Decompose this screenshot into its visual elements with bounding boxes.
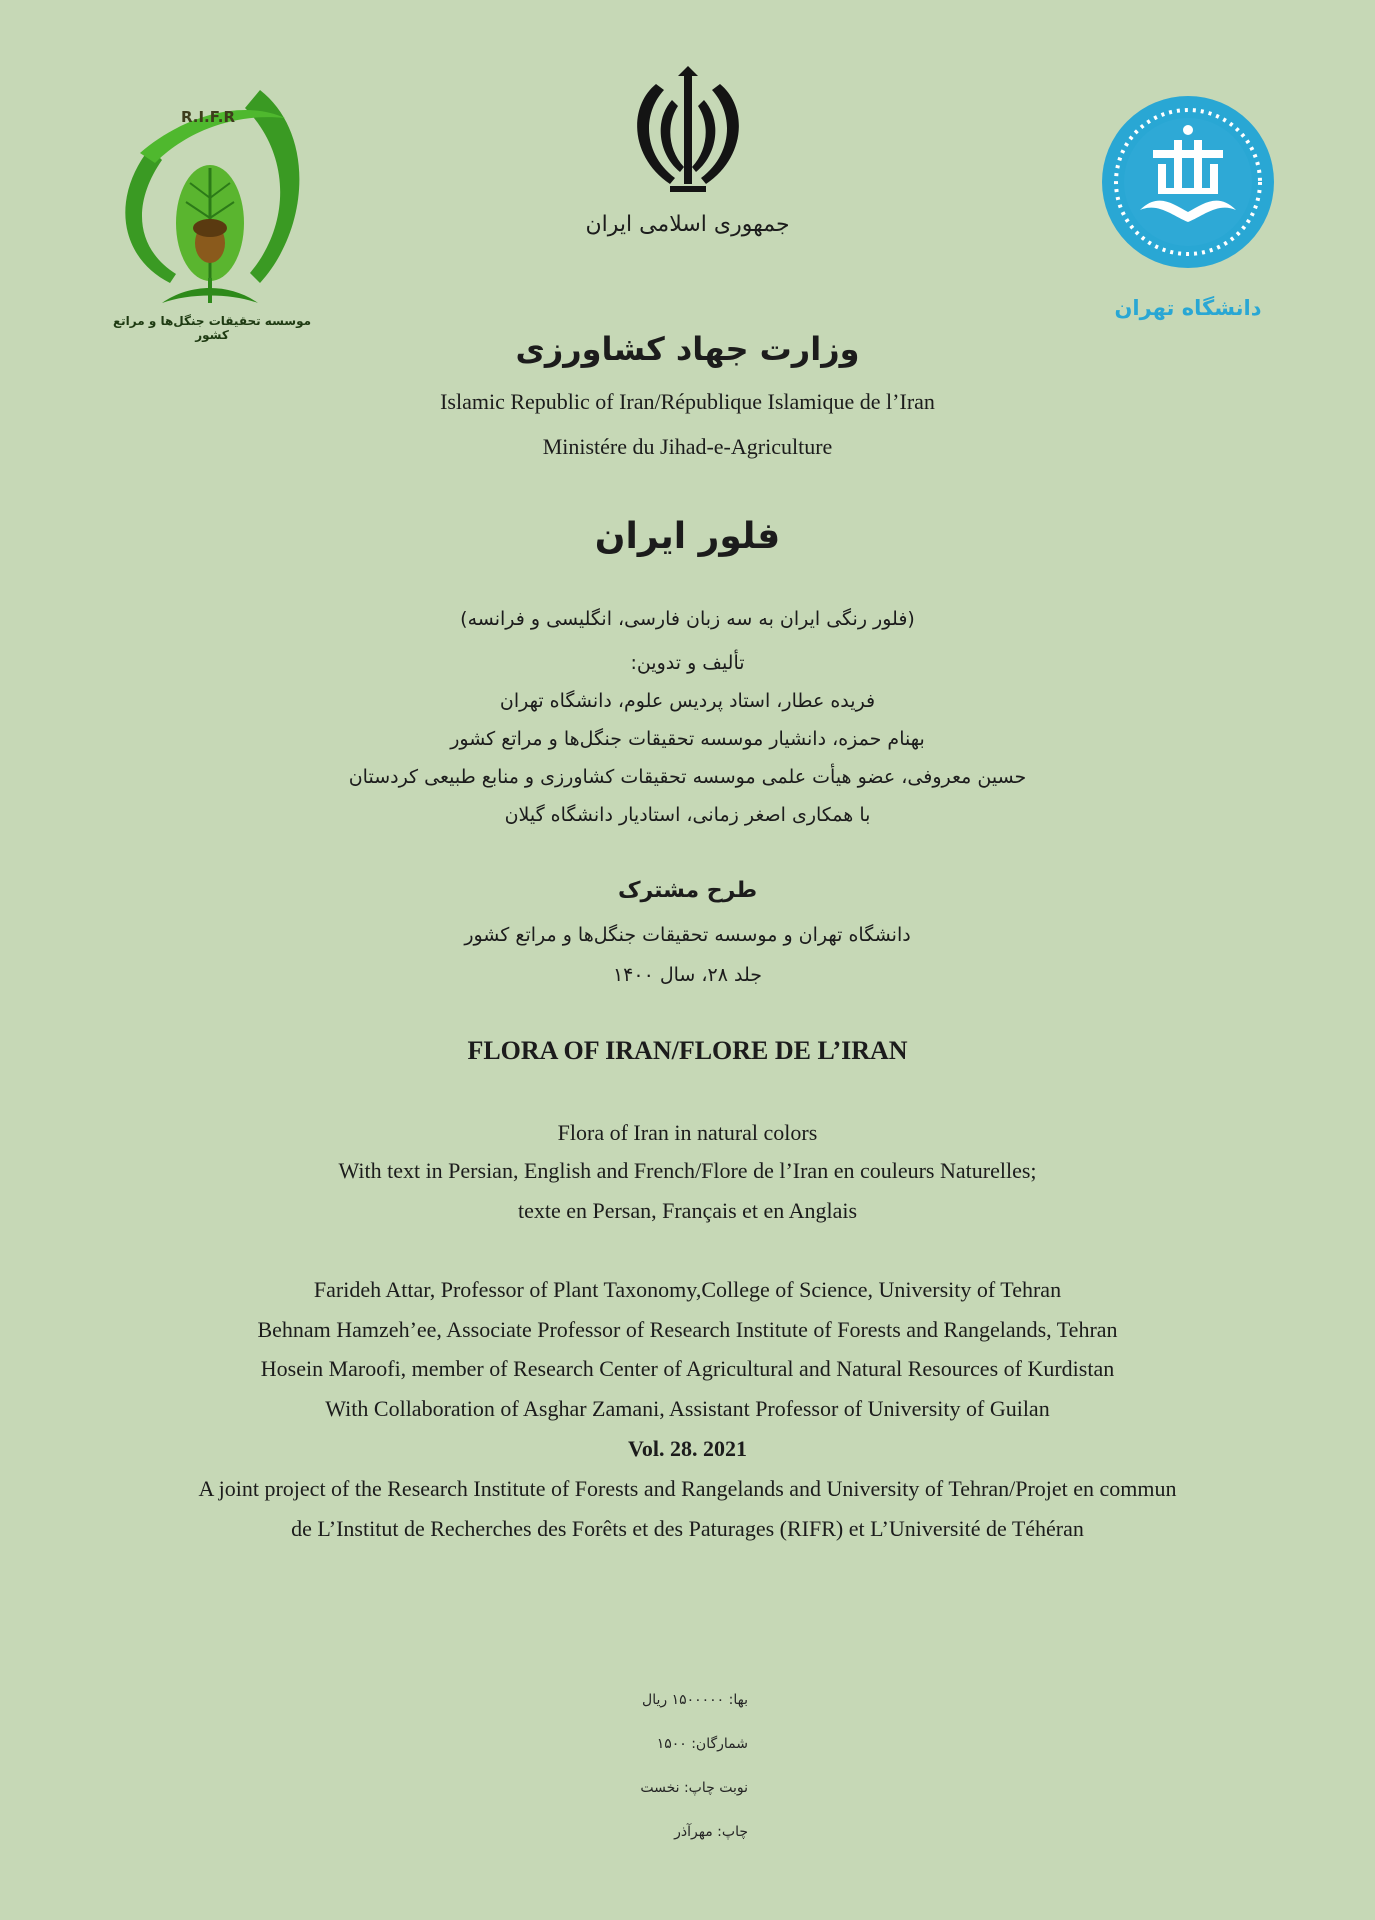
iran-emblem-icon — [618, 62, 758, 202]
ministry-title-fa: وزارت جهاد کشاورزی — [515, 330, 860, 368]
volume-fa: جلد ۲۸، سال ۱۴۰۰ — [612, 964, 763, 986]
print-run: شمارگان: ۱۵۰۰ — [656, 1736, 748, 1752]
author-fa-2: بهنام حمزه، دانشیار موسسه تحقیقات جنگل‌ها و مراتع کشور — [450, 728, 925, 750]
book-subtitle-fa: (فلور رنگی ایران به سه زبان فارسی، انگلیسی و فرانسه) — [460, 608, 915, 630]
ministry-fr: Ministére du Jihad-e-Agriculture — [542, 434, 833, 459]
author-fa-1: فریده عطار، استاد پردیس علوم، دانشگاه تهران — [499, 690, 876, 712]
edition: نوبت چاپ: نخست — [640, 1780, 748, 1796]
author-en-2: Behnam Hamzeh’ee, Associate Professor of Research Institute of Forests and Rangelands, Tehran — [257, 1317, 1118, 1342]
university-of-tehran-logo — [1098, 92, 1278, 272]
price: بها: ۱۵۰۰۰۰۰ ریال — [642, 1692, 748, 1708]
desc-en-3: texte en Persan, Français et en Anglais — [517, 1198, 858, 1223]
author-en-3: Hosein Maroofi, member of Research Center of Agricultural and Natural Resources of Kurdistan — [260, 1356, 1115, 1381]
joint-fa: دانشگاه تهران و موسسه تحقیقات جنگل‌ها و مراتع کشور — [464, 924, 911, 946]
author-fa-4: با همکاری اصغر زمانی، استادیار دانشگاه گیلان — [504, 804, 871, 826]
joint-heading-fa: طرح مشترک — [617, 878, 758, 903]
republic-fa: جمهوری اسلامی ایران — [585, 212, 790, 237]
rifr-caption: موسسه تحقیقات جنگل‌ها و مراتع کشور — [112, 314, 312, 342]
book-title-fa: فلور ایران — [594, 516, 781, 557]
authors-heading-fa: تألیف و تدوین: — [630, 652, 745, 674]
desc-en-2: With text in Persian, English and French/Flore de l’Iran en couleurs Naturelles; — [338, 1158, 1037, 1183]
author-en-1: Farideh Attar, Professor of Plant Taxonomy,College of Science, University of Tehran — [313, 1277, 1062, 1302]
volume-en: Vol. 28. 2021 — [628, 1436, 747, 1461]
university-caption: دانشگاه تهران — [1114, 296, 1262, 320]
book-title-en: FLORA OF IRAN/FLORE DE L’IRAN — [467, 1036, 908, 1065]
rifr-logo-text: R.I.F.R — [180, 108, 236, 126]
joint-en-2: de L’Institut de Recherches des Forêts et des Paturages (RIFR) et L’Université de Téhéran — [291, 1516, 1084, 1541]
rifr-logo — [110, 78, 310, 338]
author-fa-3: حسین معروفی، عضو هیأت علمی موسسه تحقیقات کشاورزی و منابع طبیعی کردستان — [348, 766, 1027, 788]
printer: چاپ: مهرآذر — [674, 1824, 748, 1840]
joint-en-1: A joint project of the Research Institute of Forests and Rangelands and University of Tehran/Projet en commun — [198, 1476, 1177, 1501]
desc-en-1: Flora of Iran in natural colors — [557, 1120, 818, 1145]
republic-en: Islamic Republic of Iran/République Islamique de l’Iran — [440, 389, 935, 414]
author-en-4: With Collaboration of Asghar Zamani, Assistant Professor of University of Guilan — [325, 1396, 1050, 1421]
